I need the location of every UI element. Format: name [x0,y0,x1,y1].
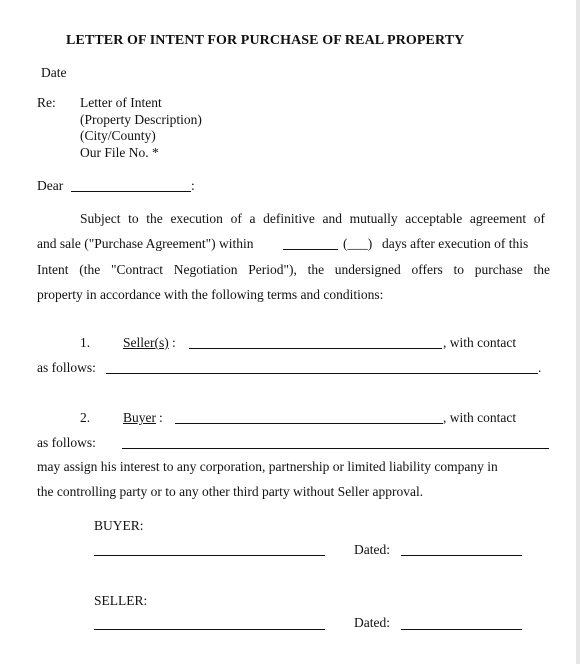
salutation-colon: : [191,178,195,193]
body-line-4: property in accordance with the following terms and conditions: [37,287,384,302]
re-line-3: (City/County) [80,128,156,143]
assign-line-2: the controlling party or to any other third party without Seller approval. [37,484,424,499]
re-line-4: Our File No. * [80,145,159,160]
buyer-as-follows: as follows: [37,435,96,450]
document-title: LETTER OF INTENT FOR PURCHASE OF REAL PROPERTY [66,33,465,48]
seller-as-follows: as follows: [37,360,96,375]
item1-number: 1. [80,335,91,350]
page-edge-shadow [576,0,580,664]
assign-line-1: may assign his interest to any corporation, partnership or limited liability company in [37,459,498,474]
days-paren-blank: (___) [343,236,373,251]
days-blank[interactable] [283,249,338,250]
re-label: Re: [37,95,56,110]
seller-date-line[interactable] [401,629,522,630]
buyer-signature-line[interactable] [94,555,325,556]
seller-end-dot: . [538,360,542,375]
buyer-date-line[interactable] [401,555,522,556]
item2-number: 2. [80,410,91,425]
buyer-name-blank[interactable] [175,423,443,424]
buyer-signature-label: BUYER: [94,518,144,533]
seller-name-blank[interactable] [189,348,442,349]
buyer-contact-blank[interactable] [122,448,549,449]
addressee-blank[interactable] [71,191,191,192]
body-line-2b: days after execution of this [382,236,529,251]
body-line-1: Subject to the execution of a definitive and mutually acceptable agreement of [80,211,545,226]
seller-colon: : [172,335,176,350]
salutation-dear: Dear [37,178,64,193]
seller-label: Seller(s) [123,335,169,350]
re-line-2: (Property Description) [80,112,202,127]
seller-dated-label: Dated: [354,615,390,630]
re-line-1: Letter of Intent [80,95,162,110]
seller-contact-blank[interactable] [106,373,538,374]
seller-contact-text: , with contact [443,335,517,350]
date-label: Date [41,65,67,80]
buyer-contact-text: , with contact [443,410,517,425]
buyer-label: Buyer [123,410,156,425]
buyer-dated-label: Dated: [354,542,390,557]
body-line-3: Intent (the "Contract Negotiation Period"), the undersigned offers to purchase the [37,262,550,277]
seller-signature-label: SELLER: [94,593,148,608]
buyer-colon: : [159,410,163,425]
seller-signature-line[interactable] [94,629,325,630]
body-line-2a: and sale ("Purchase Agreement") within [37,236,254,251]
